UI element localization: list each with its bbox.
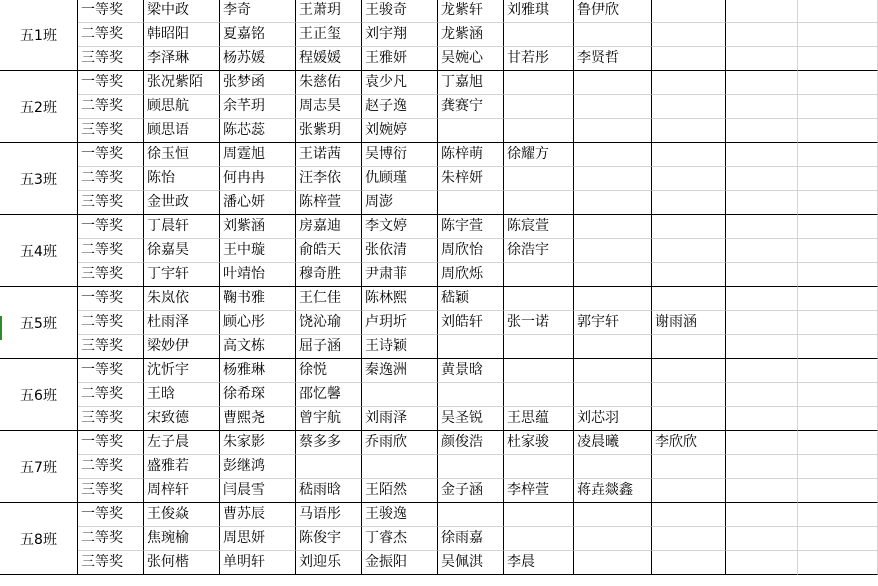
- empty-cell[interactable]: [652, 191, 726, 215]
- empty-cell[interactable]: [574, 383, 652, 407]
- empty-cell[interactable]: [574, 95, 652, 119]
- student-name-cell[interactable]: 杜家骏: [504, 431, 574, 455]
- student-name-cell[interactable]: 陈梓萌: [438, 143, 504, 167]
- empty-cell[interactable]: [438, 383, 504, 407]
- student-name-cell[interactable]: 赵子逸: [362, 95, 438, 119]
- student-name-cell[interactable]: 吴博衍: [362, 143, 438, 167]
- award-cell[interactable]: 二等奖: [78, 167, 144, 191]
- student-name-cell[interactable]: 龙紫轩: [438, 0, 504, 23]
- student-name-cell[interactable]: 闫晨雪: [220, 479, 296, 503]
- student-name-cell[interactable]: 张紫玥: [296, 119, 362, 143]
- student-name-cell[interactable]: 马语彤: [296, 503, 362, 527]
- student-name-cell[interactable]: 王俊焱: [144, 503, 220, 527]
- student-name-cell[interactable]: 李文婷: [362, 215, 438, 239]
- award-cell[interactable]: 三等奖: [78, 47, 144, 71]
- class-name-cell[interactable]: 五4班: [0, 215, 78, 287]
- student-name-cell[interactable]: 俞皓天: [296, 239, 362, 263]
- student-name-cell[interactable]: 陈梓萱: [296, 191, 362, 215]
- empty-cell[interactable]: [726, 239, 798, 263]
- student-name-cell[interactable]: 李欣欣: [652, 431, 726, 455]
- class-name-cell[interactable]: 五1班: [0, 0, 78, 71]
- empty-cell[interactable]: [504, 95, 574, 119]
- student-name-cell[interactable]: 张依清: [362, 239, 438, 263]
- empty-cell[interactable]: [798, 23, 878, 47]
- empty-cell[interactable]: [652, 455, 726, 479]
- student-name-cell[interactable]: 吴婉心: [438, 47, 504, 71]
- student-name-cell[interactable]: 朱梓妍: [438, 167, 504, 191]
- empty-cell[interactable]: [362, 455, 438, 479]
- student-name-cell[interactable]: 何冉冉: [220, 167, 296, 191]
- empty-cell[interactable]: [798, 311, 878, 335]
- student-name-cell[interactable]: 嵇颖: [438, 287, 504, 311]
- student-name-cell[interactable]: 乔雨欣: [362, 431, 438, 455]
- class-name-cell[interactable]: 五8班: [0, 503, 78, 575]
- award-cell[interactable]: 三等奖: [78, 407, 144, 431]
- award-cell[interactable]: 一等奖: [78, 71, 144, 95]
- empty-cell[interactable]: [504, 23, 574, 47]
- student-name-cell[interactable]: 王正玺: [296, 23, 362, 47]
- empty-cell[interactable]: [726, 287, 798, 311]
- student-name-cell[interactable]: 徐悦: [296, 359, 362, 383]
- student-name-cell[interactable]: 盛雅若: [144, 455, 220, 479]
- empty-cell[interactable]: [798, 191, 878, 215]
- student-name-cell[interactable]: 余芊玥: [220, 95, 296, 119]
- student-name-cell[interactable]: 汪李依: [296, 167, 362, 191]
- student-name-cell[interactable]: 刘婉婷: [362, 119, 438, 143]
- student-name-cell[interactable]: 徐浩宇: [504, 239, 574, 263]
- empty-cell[interactable]: [296, 455, 362, 479]
- student-name-cell[interactable]: 金振阳: [362, 551, 438, 575]
- student-name-cell[interactable]: 吴圣锐: [438, 407, 504, 431]
- award-cell[interactable]: 二等奖: [78, 23, 144, 47]
- empty-cell[interactable]: [726, 407, 798, 431]
- empty-cell[interactable]: [652, 527, 726, 551]
- student-name-cell[interactable]: 谢雨涵: [652, 311, 726, 335]
- student-name-cell[interactable]: 龚赛宁: [438, 95, 504, 119]
- student-name-cell[interactable]: 徐嘉昊: [144, 239, 220, 263]
- student-name-cell[interactable]: 鲁伊欣: [574, 0, 652, 23]
- empty-cell[interactable]: [504, 503, 574, 527]
- student-name-cell[interactable]: 杨雅琳: [220, 359, 296, 383]
- student-name-cell[interactable]: 顾心彤: [220, 311, 296, 335]
- student-name-cell[interactable]: 丁宇轩: [144, 263, 220, 287]
- student-name-cell[interactable]: 凌晨曦: [574, 431, 652, 455]
- student-name-cell[interactable]: 程媛媛: [296, 47, 362, 71]
- empty-cell[interactable]: [504, 119, 574, 143]
- empty-cell[interactable]: [652, 71, 726, 95]
- empty-cell[interactable]: [504, 191, 574, 215]
- empty-cell[interactable]: [574, 503, 652, 527]
- empty-cell[interactable]: [504, 263, 574, 287]
- empty-cell[interactable]: [798, 407, 878, 431]
- student-name-cell[interactable]: 梁妙伊: [144, 335, 220, 359]
- student-name-cell[interactable]: 梁中政: [144, 0, 220, 23]
- empty-cell[interactable]: [652, 167, 726, 191]
- empty-cell[interactable]: [574, 191, 652, 215]
- award-cell[interactable]: 三等奖: [78, 479, 144, 503]
- empty-cell[interactable]: [504, 359, 574, 383]
- empty-cell[interactable]: [726, 215, 798, 239]
- empty-cell[interactable]: [726, 95, 798, 119]
- empty-cell[interactable]: [798, 503, 878, 527]
- empty-cell[interactable]: [726, 167, 798, 191]
- student-name-cell[interactable]: 吴佩淇: [438, 551, 504, 575]
- student-name-cell[interactable]: 张况紫陌: [144, 71, 220, 95]
- empty-cell[interactable]: [652, 47, 726, 71]
- empty-cell[interactable]: [798, 287, 878, 311]
- student-name-cell[interactable]: 蔡多多: [296, 431, 362, 455]
- student-name-cell[interactable]: 周志昊: [296, 95, 362, 119]
- student-name-cell[interactable]: 徐雨嘉: [438, 527, 504, 551]
- student-name-cell[interactable]: 王雅妍: [362, 47, 438, 71]
- student-name-cell[interactable]: 左子晨: [144, 431, 220, 455]
- student-name-cell[interactable]: 潘心妍: [220, 191, 296, 215]
- empty-cell[interactable]: [652, 383, 726, 407]
- empty-cell[interactable]: [798, 167, 878, 191]
- student-name-cell[interactable]: 朱慈佑: [296, 71, 362, 95]
- student-name-cell[interactable]: 王陌然: [362, 479, 438, 503]
- student-name-cell[interactable]: 丁睿杰: [362, 527, 438, 551]
- empty-cell[interactable]: [726, 191, 798, 215]
- student-name-cell[interactable]: 房嘉迪: [296, 215, 362, 239]
- student-name-cell[interactable]: 刘雅琪: [504, 0, 574, 23]
- empty-cell[interactable]: [574, 359, 652, 383]
- empty-cell[interactable]: [438, 335, 504, 359]
- empty-cell[interactable]: [726, 71, 798, 95]
- student-name-cell[interactable]: 李贤哲: [574, 47, 652, 71]
- student-name-cell[interactable]: 周澎: [362, 191, 438, 215]
- empty-cell[interactable]: [652, 215, 726, 239]
- empty-cell[interactable]: [652, 479, 726, 503]
- empty-cell[interactable]: [574, 143, 652, 167]
- student-name-cell[interactable]: 王思蕴: [504, 407, 574, 431]
- empty-cell[interactable]: [798, 551, 878, 575]
- empty-cell[interactable]: [798, 383, 878, 407]
- student-name-cell[interactable]: 王诺茜: [296, 143, 362, 167]
- empty-cell[interactable]: [504, 335, 574, 359]
- student-name-cell[interactable]: 刘宇翔: [362, 23, 438, 47]
- empty-cell[interactable]: [726, 335, 798, 359]
- empty-cell[interactable]: [652, 23, 726, 47]
- empty-cell[interactable]: [574, 287, 652, 311]
- student-name-cell[interactable]: 周思妍: [220, 527, 296, 551]
- award-cell[interactable]: 一等奖: [78, 431, 144, 455]
- student-name-cell[interactable]: 顾思航: [144, 95, 220, 119]
- student-name-cell[interactable]: 王仁佳: [296, 287, 362, 311]
- student-name-cell[interactable]: 周欣怡: [438, 239, 504, 263]
- student-name-cell[interactable]: 陈宸萱: [504, 215, 574, 239]
- empty-cell[interactable]: [726, 311, 798, 335]
- student-name-cell[interactable]: 单明轩: [220, 551, 296, 575]
- student-name-cell[interactable]: 李晨: [504, 551, 574, 575]
- student-name-cell[interactable]: 夏嘉铭: [220, 23, 296, 47]
- empty-cell[interactable]: [652, 263, 726, 287]
- empty-cell[interactable]: [798, 215, 878, 239]
- empty-cell[interactable]: [652, 287, 726, 311]
- student-name-cell[interactable]: 金世政: [144, 191, 220, 215]
- empty-cell[interactable]: [504, 383, 574, 407]
- student-name-cell[interactable]: 袁少凡: [362, 71, 438, 95]
- class-name-cell[interactable]: 五5班: [0, 287, 78, 359]
- student-name-cell[interactable]: 徐耀方: [504, 143, 574, 167]
- student-name-cell[interactable]: 朱家影: [220, 431, 296, 455]
- empty-cell[interactable]: [726, 551, 798, 575]
- student-name-cell[interactable]: 陈林熙: [362, 287, 438, 311]
- student-name-cell[interactable]: 郭宇轩: [574, 311, 652, 335]
- student-name-cell[interactable]: 饶沁瑜: [296, 311, 362, 335]
- student-name-cell[interactable]: 陈俊宇: [296, 527, 362, 551]
- student-name-cell[interactable]: 嵇雨晗: [296, 479, 362, 503]
- empty-cell[interactable]: [652, 143, 726, 167]
- empty-cell[interactable]: [362, 383, 438, 407]
- award-cell[interactable]: 三等奖: [78, 191, 144, 215]
- empty-cell[interactable]: [574, 263, 652, 287]
- student-name-cell[interactable]: 徐玉恒: [144, 143, 220, 167]
- student-name-cell[interactable]: 陈怡: [144, 167, 220, 191]
- student-name-cell[interactable]: 王晗: [144, 383, 220, 407]
- student-name-cell[interactable]: 周欣烁: [438, 263, 504, 287]
- student-name-cell[interactable]: 金子涵: [438, 479, 504, 503]
- student-name-cell[interactable]: 李泽琳: [144, 47, 220, 71]
- award-cell[interactable]: 二等奖: [78, 239, 144, 263]
- award-cell[interactable]: 一等奖: [78, 215, 144, 239]
- empty-cell[interactable]: [652, 335, 726, 359]
- student-name-cell[interactable]: 仇顾瑾: [362, 167, 438, 191]
- empty-cell[interactable]: [798, 455, 878, 479]
- empty-cell[interactable]: [574, 455, 652, 479]
- empty-cell[interactable]: [798, 335, 878, 359]
- student-name-cell[interactable]: 王骏奇: [362, 0, 438, 23]
- student-name-cell[interactable]: 卢玥圻: [362, 311, 438, 335]
- student-name-cell[interactable]: 王骏逸: [362, 503, 438, 527]
- empty-cell[interactable]: [726, 455, 798, 479]
- empty-cell[interactable]: [798, 527, 878, 551]
- student-name-cell[interactable]: 尹肃菲: [362, 263, 438, 287]
- empty-cell[interactable]: [726, 47, 798, 71]
- empty-cell[interactable]: [798, 263, 878, 287]
- class-name-cell[interactable]: 五7班: [0, 431, 78, 503]
- class-name-cell[interactable]: 五3班: [0, 143, 78, 215]
- empty-cell[interactable]: [652, 239, 726, 263]
- student-name-cell[interactable]: 蒋垚燚鑫: [574, 479, 652, 503]
- student-name-cell[interactable]: 黄景晗: [438, 359, 504, 383]
- student-name-cell[interactable]: 龙紫涵: [438, 23, 504, 47]
- empty-cell[interactable]: [798, 0, 878, 23]
- award-cell[interactable]: 一等奖: [78, 503, 144, 527]
- award-cell[interactable]: 二等奖: [78, 527, 144, 551]
- student-name-cell[interactable]: 李梓萱: [504, 479, 574, 503]
- student-name-cell[interactable]: 穆奇胜: [296, 263, 362, 287]
- student-name-cell[interactable]: 刘雨泽: [362, 407, 438, 431]
- empty-cell[interactable]: [504, 527, 574, 551]
- empty-cell[interactable]: [574, 71, 652, 95]
- student-name-cell[interactable]: 丁嘉旭: [438, 71, 504, 95]
- student-name-cell[interactable]: 韩昭阳: [144, 23, 220, 47]
- empty-cell[interactable]: [726, 503, 798, 527]
- student-name-cell[interactable]: 彭继鸿: [220, 455, 296, 479]
- empty-cell[interactable]: [726, 431, 798, 455]
- empty-cell[interactable]: [726, 479, 798, 503]
- empty-cell[interactable]: [726, 383, 798, 407]
- empty-cell[interactable]: [504, 287, 574, 311]
- award-cell[interactable]: 一等奖: [78, 0, 144, 23]
- student-name-cell[interactable]: 颜俊浩: [438, 431, 504, 455]
- empty-cell[interactable]: [574, 23, 652, 47]
- empty-cell[interactable]: [798, 71, 878, 95]
- empty-cell[interactable]: [798, 47, 878, 71]
- empty-cell[interactable]: [726, 143, 798, 167]
- empty-cell[interactable]: [652, 407, 726, 431]
- empty-cell[interactable]: [438, 455, 504, 479]
- empty-cell[interactable]: [726, 0, 798, 23]
- empty-cell[interactable]: [726, 119, 798, 143]
- award-cell[interactable]: 二等奖: [78, 311, 144, 335]
- student-name-cell[interactable]: 刘迎乐: [296, 551, 362, 575]
- student-name-cell[interactable]: 顾思语: [144, 119, 220, 143]
- empty-cell[interactable]: [652, 551, 726, 575]
- empty-cell[interactable]: [574, 167, 652, 191]
- empty-cell[interactable]: [726, 359, 798, 383]
- empty-cell[interactable]: [726, 527, 798, 551]
- award-cell[interactable]: 三等奖: [78, 119, 144, 143]
- student-name-cell[interactable]: 王中璇: [220, 239, 296, 263]
- student-name-cell[interactable]: 张一诺: [504, 311, 574, 335]
- student-name-cell[interactable]: 周霆旭: [220, 143, 296, 167]
- empty-cell[interactable]: [504, 455, 574, 479]
- award-cell[interactable]: 二等奖: [78, 455, 144, 479]
- award-cell[interactable]: 二等奖: [78, 383, 144, 407]
- empty-cell[interactable]: [798, 239, 878, 263]
- row-selection-indicator: [0, 316, 2, 340]
- award-cell[interactable]: 三等奖: [78, 551, 144, 575]
- class-name-cell[interactable]: 五6班: [0, 359, 78, 431]
- student-name-cell[interactable]: 刘芯羽: [574, 407, 652, 431]
- student-name-cell[interactable]: 陈宇萱: [438, 215, 504, 239]
- award-cell[interactable]: 二等奖: [78, 95, 144, 119]
- empty-cell[interactable]: [798, 479, 878, 503]
- student-name-cell[interactable]: 甘若彤: [504, 47, 574, 71]
- student-name-cell[interactable]: 徐希琛: [220, 383, 296, 407]
- student-name-cell[interactable]: 曹苏辰: [220, 503, 296, 527]
- student-name-cell[interactable]: 屈子涵: [296, 335, 362, 359]
- empty-cell[interactable]: [798, 119, 878, 143]
- student-name-cell[interactable]: 秦逸洲: [362, 359, 438, 383]
- award-cell[interactable]: 一等奖: [78, 287, 144, 311]
- empty-cell[interactable]: [504, 167, 574, 191]
- empty-cell[interactable]: [504, 71, 574, 95]
- empty-cell[interactable]: [798, 95, 878, 119]
- empty-cell[interactable]: [652, 95, 726, 119]
- student-name-cell[interactable]: 曹熙尧: [220, 407, 296, 431]
- student-name-cell[interactable]: 刘紫涵: [220, 215, 296, 239]
- student-name-cell[interactable]: 丁晨轩: [144, 215, 220, 239]
- student-name-cell[interactable]: 王萧玥: [296, 0, 362, 23]
- student-name-cell[interactable]: 宋致德: [144, 407, 220, 431]
- class-name-cell[interactable]: 五2班: [0, 71, 78, 143]
- empty-cell[interactable]: [438, 503, 504, 527]
- award-cell[interactable]: 一等奖: [78, 359, 144, 383]
- empty-cell[interactable]: [652, 119, 726, 143]
- student-name-cell[interactable]: 杜雨泽: [144, 311, 220, 335]
- empty-cell[interactable]: [726, 263, 798, 287]
- empty-cell[interactable]: [652, 359, 726, 383]
- empty-cell[interactable]: [574, 335, 652, 359]
- student-name-cell[interactable]: 沈忻宇: [144, 359, 220, 383]
- award-cell[interactable]: 三等奖: [78, 335, 144, 359]
- student-name-cell[interactable]: 邵忆馨: [296, 383, 362, 407]
- empty-cell[interactable]: [726, 23, 798, 47]
- empty-cell[interactable]: [574, 215, 652, 239]
- empty-cell[interactable]: [798, 359, 878, 383]
- empty-cell[interactable]: [574, 119, 652, 143]
- student-name-cell[interactable]: 李奇: [220, 0, 296, 23]
- student-name-cell[interactable]: 张何楷: [144, 551, 220, 575]
- student-name-cell[interactable]: 陈芯蕊: [220, 119, 296, 143]
- award-cell[interactable]: 三等奖: [78, 263, 144, 287]
- empty-cell[interactable]: [438, 191, 504, 215]
- student-name-cell[interactable]: 曾宇航: [296, 407, 362, 431]
- empty-cell[interactable]: [652, 503, 726, 527]
- student-name-cell[interactable]: 高文栋: [220, 335, 296, 359]
- empty-cell[interactable]: [438, 119, 504, 143]
- student-name-cell[interactable]: 鞠书雅: [220, 287, 296, 311]
- student-name-cell[interactable]: 朱岚依: [144, 287, 220, 311]
- student-name-cell[interactable]: 刘皓轩: [438, 311, 504, 335]
- student-name-cell[interactable]: 王诗颖: [362, 335, 438, 359]
- empty-cell[interactable]: [574, 527, 652, 551]
- student-name-cell[interactable]: 叶靖怡: [220, 263, 296, 287]
- empty-cell[interactable]: [574, 551, 652, 575]
- student-name-cell[interactable]: 张梦函: [220, 71, 296, 95]
- empty-cell[interactable]: [798, 431, 878, 455]
- student-name-cell[interactable]: 焦琬榆: [144, 527, 220, 551]
- empty-cell[interactable]: [798, 143, 878, 167]
- empty-cell[interactable]: [652, 0, 726, 23]
- student-name-cell[interactable]: 周梓轩: [144, 479, 220, 503]
- empty-cell[interactable]: [574, 239, 652, 263]
- award-cell[interactable]: 一等奖: [78, 143, 144, 167]
- student-name-cell[interactable]: 杨苏媛: [220, 47, 296, 71]
